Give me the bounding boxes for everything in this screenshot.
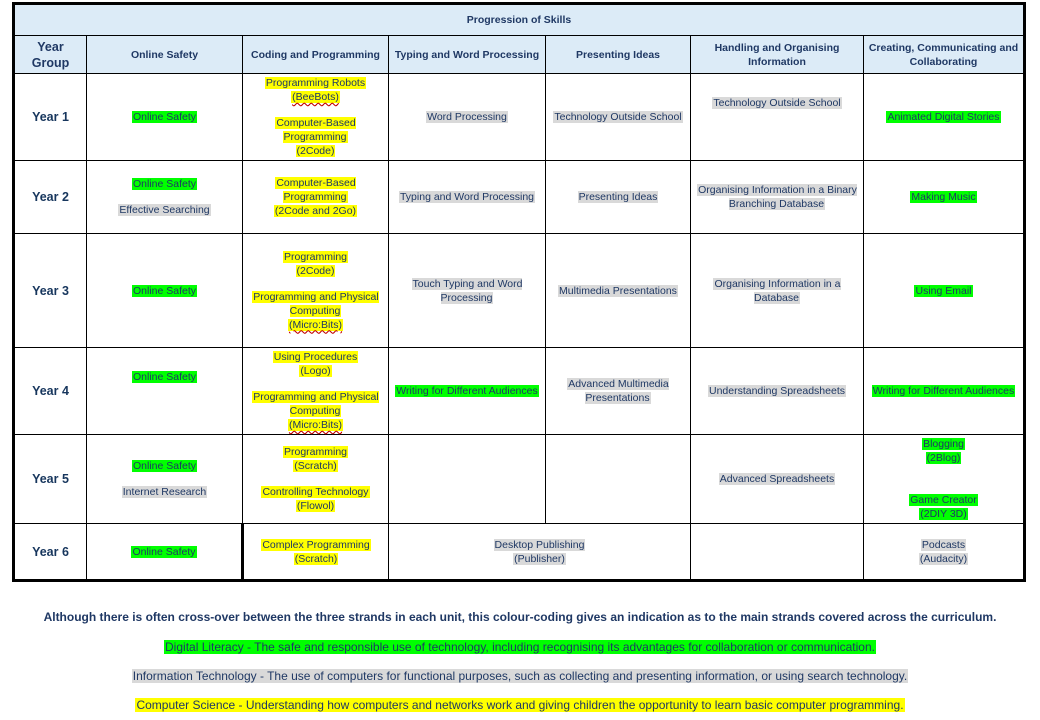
unit-binary-branching-database: Organising Information in a Binary Branching Database [698,184,857,210]
unit-controlling-technology: Controlling Technology [262,486,369,498]
unit-animated-digital-stories: Animated Digital Stories [887,111,1000,123]
year-label: Year 4 [14,348,87,435]
header-creating: Creating, Communicating and Collaborating [864,36,1025,74]
cell-presenting [546,435,691,524]
unit-physical-computing-tool: (Micro:Bits) [288,318,343,331]
cell-presenting [546,161,691,234]
unit-online-safety: Online Safety [132,545,196,558]
unit-understanding-spreadsheets: Understanding Spreadsheets [708,385,845,397]
unit-making-music: Making Music [911,191,976,203]
unit-internet-research: Internet Research [122,486,207,498]
unit-writing-for-audiences: Writing for Different Audiences [872,385,1015,397]
unit-programming-robots-tool: (BeeBots) [292,91,339,103]
unit-online-safety: Online Safety [132,178,197,190]
unit-word-processing: Word Processing [427,111,507,123]
cell-coding [243,74,389,161]
unit-online-safety: Online Safety [132,371,197,383]
cell-coding [243,161,389,234]
unit-programming: Programming [283,446,348,458]
table-row-year-6 [14,524,1025,581]
year-label: Year 5 [14,435,87,524]
cell-handling [691,74,864,161]
unit-game-creator-tool: (2DIY 3D) [920,508,967,520]
unit-blogging-tool: (2Blog) [926,452,961,464]
cell-online-safety [87,348,243,435]
unit-using-procedures: Using Procedures [273,351,358,363]
unit-physical-computing-tool: (Micro:Bits) [288,419,343,431]
header-coding: Coding and Programming [243,36,389,74]
unit-using-email: Using Email [915,284,972,297]
cell-presenting [546,234,691,348]
cell-handling [691,234,864,348]
cell-creating [864,161,1025,234]
unit-online-safety: Online Safety [132,111,197,123]
unit-online-safety: Online Safety [132,284,197,297]
cell-online-safety [87,435,243,524]
table-row-year-3 [14,234,1025,348]
unit-advanced-spreadsheets: Advanced Spreadsheets [719,473,835,485]
year-label: Year 3 [14,234,87,348]
unit-desktop-publishing: Desktop Publishing [494,538,585,551]
cell-creating [864,524,1025,581]
cell-typing [389,161,546,234]
legend-digital-literacy [0,640,1040,654]
table-row-year-2 [14,161,1025,234]
cell-online-safety [87,74,243,161]
unit-technology-outside-school: Technology Outside School [554,111,682,123]
unit-presenting-ideas: Presenting Ideas [578,191,658,203]
cell-creating [864,234,1025,348]
unit-physical-computing: Programming and Physical Computing [253,391,379,417]
cell-creating [864,74,1025,161]
cell-handling [691,435,864,524]
cell-handling [691,524,864,581]
header-handling: Handling and Organising Information [691,36,864,74]
unit-podcasts-tool: (Audacity) [919,552,968,565]
unit-computer-based-programming: Computer-Based Programming [276,117,356,143]
unit-blogging: Blogging [923,438,964,450]
year-label: Year 1 [14,74,87,161]
legend-intro-text: Although there is often cross-over between the three strands in each unit, this colour-coding gives an indication as to the main strands covered across the curriculum. [43,610,997,624]
unit-programming-tool: (2Code) [296,264,335,277]
cell-typing [389,74,546,161]
cell-creating [864,435,1025,524]
cell-presenting [546,74,691,161]
table-row-year-4 [14,348,1025,435]
legend-information-technology-text: Information Technology - The use of computers for functional purposes, such as collecting and presenting information, or using search technology. [132,669,908,683]
table-title: Progression of Skills [14,4,1025,36]
legend-computer-science-text: Computer Science - Understanding how computers and networks work and giving children the opportunity to learn basic computer programming. [136,698,904,712]
unit-programming-robots: Programming Robots [265,77,366,89]
unit-podcasts: Podcasts [921,538,966,551]
unit-complex-programming: Complex Programming [262,538,370,551]
cell-online-safety [87,161,243,234]
cell-coding [243,234,389,348]
table-row-year-5 [14,435,1025,524]
unit-effective-searching: Effective Searching [119,204,210,216]
cell-handling [691,161,864,234]
year-label: Year 6 [14,524,87,581]
unit-touch-typing: Touch Typing and Word Processing [412,277,523,304]
header-typing: Typing and Word Processing [389,36,546,74]
cell-coding [243,435,389,524]
unit-game-creator: Game Creator [910,494,977,506]
cell-presenting [546,348,691,435]
header-presenting: Presenting Ideas [546,36,691,74]
legend-intro [0,610,1040,624]
legend-digital-literacy-text: Digital Literacy - The safe and responsible use of technology, including recognising its advantages for collaboration or communication. [165,640,875,654]
unit-computer-based-programming: Computer-Based Programming [276,177,356,203]
unit-computer-based-programming-tool: (2Code) [296,145,335,157]
unit-programming-tool: (Scratch) [294,460,337,472]
unit-online-safety: Online Safety [132,460,197,472]
cell-coding [243,348,389,435]
table-row-year-1 [14,74,1025,161]
cell-creating [864,348,1025,435]
unit-desktop-publishing-tool: (Publisher) [514,552,565,565]
cell-handling [691,348,864,435]
unit-computer-based-programming-tool: (2Code and 2Go) [274,205,357,217]
header-online-safety: Online Safety [87,36,243,74]
unit-writing-for-audiences: Writing for Different Audiences [396,385,538,397]
cell-typing [389,234,546,348]
year-label: Year 2 [14,161,87,234]
cell-typing [389,435,546,524]
legend-information-technology [0,669,1040,683]
cell-typing [389,348,546,435]
unit-complex-programming-tool: (Scratch) [294,552,338,565]
unit-physical-computing: Programming and Physical Computing [253,290,379,317]
unit-controlling-technology-tool: (Flowol) [296,500,335,512]
unit-typing-word-processing: Typing and Word Processing [399,191,535,203]
cell-online-safety [87,234,243,348]
cell-coding [243,524,389,581]
unit-multimedia-presentations: Multimedia Presentations [559,284,677,297]
skills-progression-table [12,2,1026,582]
unit-using-procedures-tool: (Logo) [300,365,331,377]
unit-database: Organising Information in a Database [714,277,841,304]
unit-advanced-multimedia: Advanced Multimedia Presentations [568,378,669,404]
header-year-group: Year Group [14,36,87,74]
cell-online-safety [87,524,243,581]
unit-technology-outside-school: Technology Outside School [713,97,841,109]
legend-computer-science [0,698,1040,712]
unit-programming: Programming [283,250,348,263]
cell-typing-presenting [389,524,691,581]
